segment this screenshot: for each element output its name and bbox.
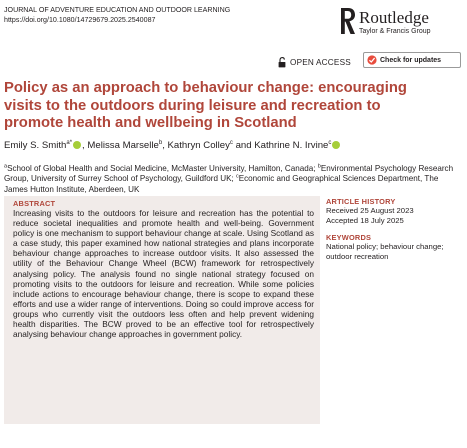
orcid-icon[interactable] bbox=[332, 141, 340, 149]
affiliation-text: School of Global Health and Social Medicine, McMaster University, Hamilton, Canada; bbox=[7, 164, 318, 173]
open-access-text: OPEN ACCESS bbox=[290, 57, 351, 67]
check-for-updates-button[interactable] bbox=[363, 52, 461, 68]
author-name: Kathrine N. Irvine bbox=[254, 140, 329, 151]
affiliation-text: Economic and Geographical Sciences Department, The James Hutton Institute, Aberdeen, UK bbox=[4, 174, 439, 194]
received-date: Received 25 August 2023 bbox=[326, 206, 414, 215]
author-affiliation-sup: a* bbox=[66, 139, 73, 146]
affiliation-sup: b bbox=[317, 163, 321, 170]
open-access-label bbox=[278, 55, 351, 69]
author-affiliation-sup: c bbox=[229, 139, 233, 146]
article-history-heading: ARTICLE HISTORY bbox=[326, 197, 396, 206]
author-affiliation-sup: c bbox=[328, 139, 332, 146]
affiliations bbox=[4, 164, 460, 195]
publisher-name: Routledge bbox=[359, 8, 429, 27]
affiliation-text: Environmental Psychology Research Group, University of Surrey School of Psychology, Guildford UK; bbox=[4, 164, 454, 184]
abstract-box bbox=[4, 196, 320, 424]
author-affiliation-sup: b bbox=[158, 139, 163, 146]
author-name: Emily S. Smith bbox=[4, 140, 67, 151]
author-list: Emily S. Smith$^{a*}$ , Melissa Marselle$^b$, Kathryn Colley$^c$ and Kathrine N. Irvine$^c$ bbox=[4, 140, 341, 152]
crossmark-icon bbox=[367, 55, 377, 65]
author-name: Melissa Marselle bbox=[87, 140, 159, 151]
orcid-icon[interactable] bbox=[73, 141, 81, 149]
check-for-updates-label: Check for updates bbox=[380, 56, 442, 64]
accepted-date: Accepted 18 July 2025 bbox=[326, 215, 404, 225]
abstract-heading: ABSTRACT bbox=[13, 199, 56, 208]
affiliation-sup: c bbox=[235, 173, 239, 180]
keywords-section bbox=[326, 233, 462, 261]
doi-link[interactable]: https://doi.org/10.1080/14729679.2025.2540087 bbox=[4, 15, 156, 24]
article-title: Policy as an approach to behaviour change: encouraging visits to the outdoors during leisure and recreation to promote health and wellbeing in Scotland bbox=[4, 80, 407, 132]
author-name: Kathryn Colley bbox=[167, 140, 230, 151]
affiliation-sup: a bbox=[4, 163, 8, 170]
keywords-heading: KEYWORDS bbox=[326, 233, 372, 242]
open-lock-icon bbox=[278, 57, 286, 68]
journal-name: JOURNAL OF ADVENTURE EDUCATION AND OUTDOOR LEARNING bbox=[4, 6, 231, 14]
article-history bbox=[326, 197, 462, 225]
keywords-text: National policy; behaviour change; outdoor recreation bbox=[326, 242, 444, 261]
publisher-logo[interactable] bbox=[338, 7, 464, 41]
routledge-r-logo-icon bbox=[338, 7, 356, 35]
journal-header bbox=[4, 6, 230, 25]
abstract-text: Increasing visits to the outdoors for leisure and recreation has the potential to reduce societal inequalities and promote health and well-being. Government policy is one mechanism to support behaviour change at scale. Using Scotland as a case study, this paper examined how national strategies and plans incorporate behaviour change approaches to increase outdoor visits. It also assessed the utility of the Behaviour Change Wheel (BCW) framework for retrospectively analysing policy. The analysis found no single national strategy focused on promoting visits to the outdoors for leisure and recreation. While some policies include actions to encourage behaviour change, there is scope to expand these efforts and use a wider range of interventions. Doing so could improve access for groups who currently visit the outdoors less often and help prevent widening health disparities. The BCW proved to be an effective tool for retrospectively analysing behaviour change approaches in government policy. bbox=[13, 208, 314, 340]
publisher-group: Taylor & Francis Group bbox=[359, 28, 431, 35]
